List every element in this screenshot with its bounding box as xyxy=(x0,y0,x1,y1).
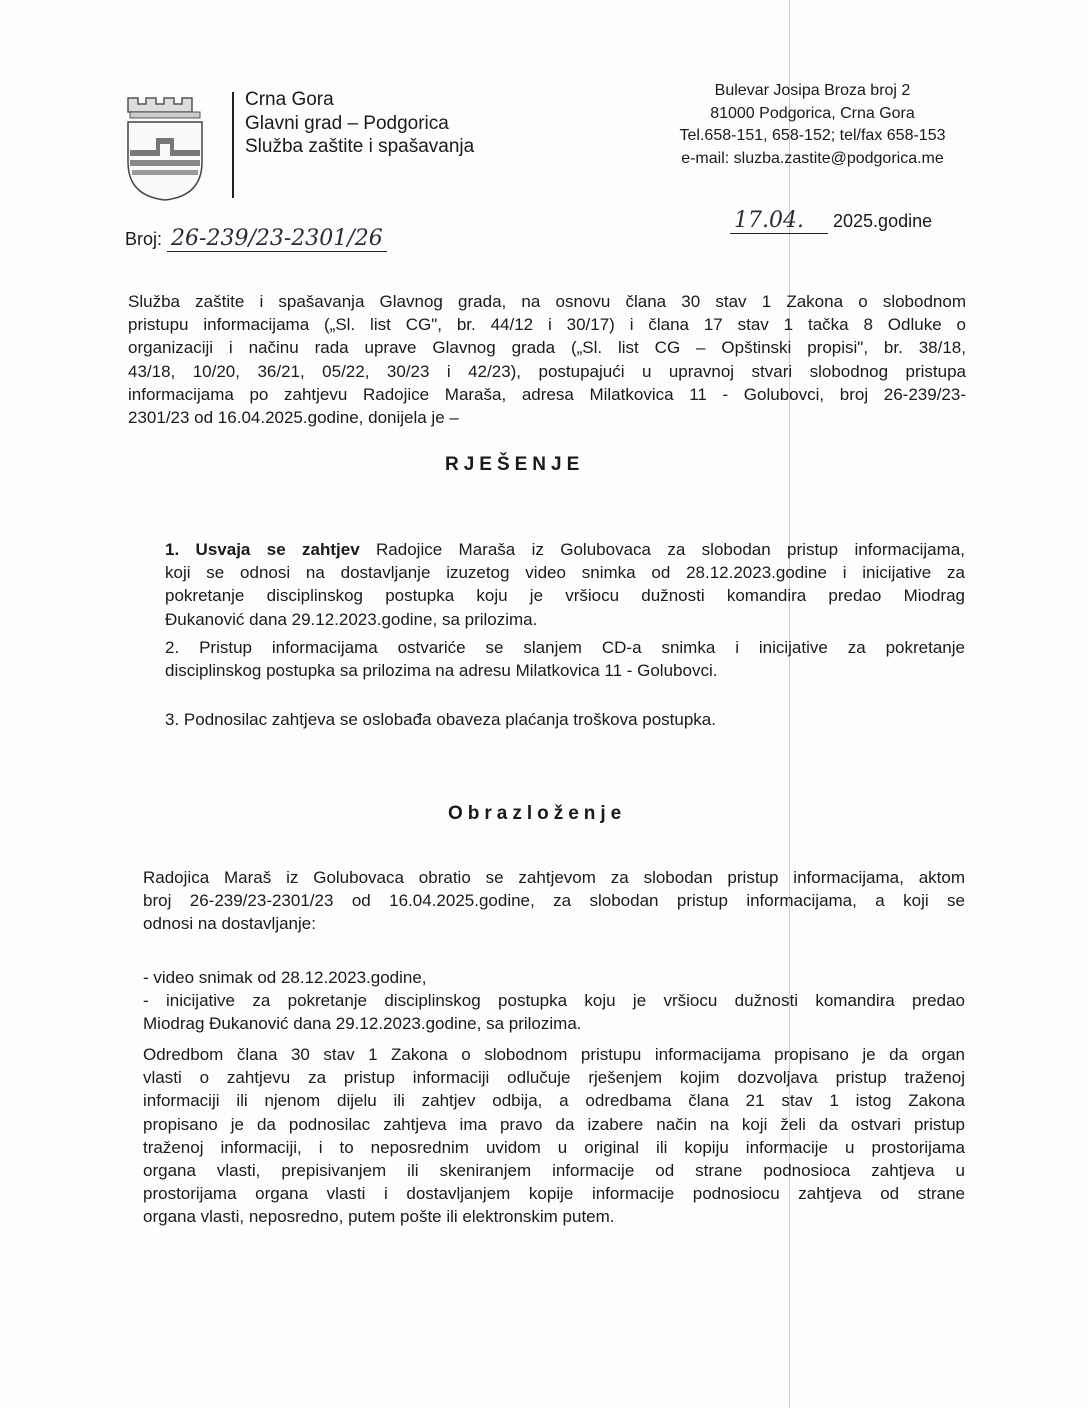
organization-name xyxy=(245,88,474,159)
org-service: Služba zaštite i spašavanja xyxy=(245,136,475,157)
broj-label: Broj: xyxy=(125,229,163,249)
text-line: Služba zaštite i spašavanja Glavnog grada, na osnovu člana 30 stav 1 Zakona o slobodnom xyxy=(128,292,966,311)
text-line: Đukanović dana 29.12.2023.godine, sa prilozima. xyxy=(165,609,538,629)
address-email: e-mail: sluzba.zastite@podgorica.me xyxy=(681,149,944,167)
text-line: broj 26-239/23-2301/23 od 16.04.2025.godine, za slobodan pristup informacijama, a koji se xyxy=(143,891,965,911)
date-suffix: 2025.godine xyxy=(833,211,933,231)
text-line: 2. Pristup informacijama ostvariće se slanjem CD-a snimka i inicijative za pokretanje xyxy=(165,638,965,657)
org-country: Crna Gora xyxy=(245,89,334,110)
text-line: informacijama po zahtjevu Radojice Maraša, adresa Milatkovica 11 - Golubovci, broj 26-239/23- xyxy=(128,384,966,404)
decision-item-2 xyxy=(165,636,965,682)
text-line: organa vlasti, neposredno, putem pošte ili elektronskim putem. xyxy=(143,1207,615,1227)
contact-address xyxy=(640,80,985,170)
text-line: traženoj informaciji, i to neposrednim uvidom u original ili kopiju informacije u prostorijama xyxy=(143,1137,965,1157)
text-line: organizaciji i načinu rada uprave Glavnog grada („Sl. list CG – Opštinski propisi", br. 38/18, xyxy=(128,338,966,358)
text-line: vlasti o zahtjevu za pristup informaciji odlučuje rješenjem kojim dozvoljava pristup traženoj xyxy=(143,1068,965,1088)
intro-paragraph xyxy=(128,290,966,429)
decision-item-3 xyxy=(165,708,805,731)
text-line xyxy=(165,538,965,561)
text-line: disciplinskog postupka sa prilozima na adresu Milatkovica 11 - Golubovci. xyxy=(165,661,718,681)
text-line: prostorijama organa vlasti i dostavljanjem kopije informacije podnosiocu zahtjeva od strane xyxy=(143,1184,965,1204)
text-line: Radojica Maraš iz Golubovaca obratio se zahtjevom za slobodan pristup informacijama, aktom xyxy=(143,868,965,887)
broj-handwritten-value: 26-239/23-2301/26 xyxy=(167,226,387,252)
text-line: organa vlasti, prepisivanjem ili skeniranjem informacije od strane podnosioca zahtjeva u xyxy=(143,1161,965,1181)
requested-items-list xyxy=(143,966,965,1036)
text-line: Odredbom člana 30 stav 1 Zakona o slobodnom pristupu informacijama propisano je da organ xyxy=(143,1045,965,1064)
item-1-lead: 1. Usvaja se zahtjev xyxy=(165,540,360,559)
coat-of-arms-logo xyxy=(120,90,210,202)
decision-title: RJEŠENJE xyxy=(445,454,585,475)
reference-number xyxy=(125,226,387,252)
reasoning-body xyxy=(143,1043,965,1229)
text-line: 2301/23 od 16.04.2025.godine, donijela je – xyxy=(128,408,459,428)
text-line: 43/18, 10/20, 36/21, 05/22, 30/23 i 42/23), postupajući u upravnoj stvari slobodnog pristupa xyxy=(128,361,966,381)
list-item: - inicijative za pokretanje disciplinskog postupka koju je vršiocu dužnosti komandira predao xyxy=(143,991,965,1011)
reasoning-intro xyxy=(143,866,965,936)
text-line: 3. Podnosilac zahtjeva se oslobađa obaveza plaćanja troškova postupka. xyxy=(165,710,716,729)
text-line: pristupu informacijama („Sl. list CG", br. 44/12 i 30/17) i člana 17 stav 1 tačka 8 Odluke o xyxy=(128,315,966,335)
text-line: propisano je da podnosilac zahtjeva ima pravo da izabere način na koji želi da ostvari pristup xyxy=(143,1114,965,1134)
list-item: - video snimak od 28.12.2023.godine, xyxy=(143,968,427,987)
text-line: koji se odnosi na dostavljanje izuzetog video snimka od 28.12.2023.godine i inicijative za xyxy=(165,563,965,583)
date-handwritten: 17.04. xyxy=(730,208,828,234)
text-line: odnosi na dostavljanje: xyxy=(143,914,316,934)
text-line: informaciji ili njenom dijelu ili zahtjev odbija, a odredbama člana 21 stav 1 istog Zakona xyxy=(143,1091,965,1111)
reasoning-title: Obrazloženje xyxy=(448,803,627,824)
address-phone: Tel.658-151, 658-152; tel/fax 658-153 xyxy=(679,127,946,144)
address-street: Bulevar Josipa Broza broj 2 xyxy=(714,82,911,99)
address-city: 81000 Podgorica, Crna Gora xyxy=(710,104,915,122)
list-item: Miodrag Đukanović dana 29.12.2023.godine, sa prilozima. xyxy=(143,1014,582,1034)
decision-item-1 xyxy=(165,538,965,631)
org-city: Glavni grad – Podgorica xyxy=(245,112,449,134)
header-divider xyxy=(232,92,234,198)
item-1-rest: Radojice Maraša iz Golubovaca za slobodan pristup informacijama, xyxy=(359,540,965,559)
document-date xyxy=(730,208,932,234)
text-line: pokretanje disciplinskog postupka koju je vršiocu dužnosti komandira predao Miodrag xyxy=(165,586,965,606)
